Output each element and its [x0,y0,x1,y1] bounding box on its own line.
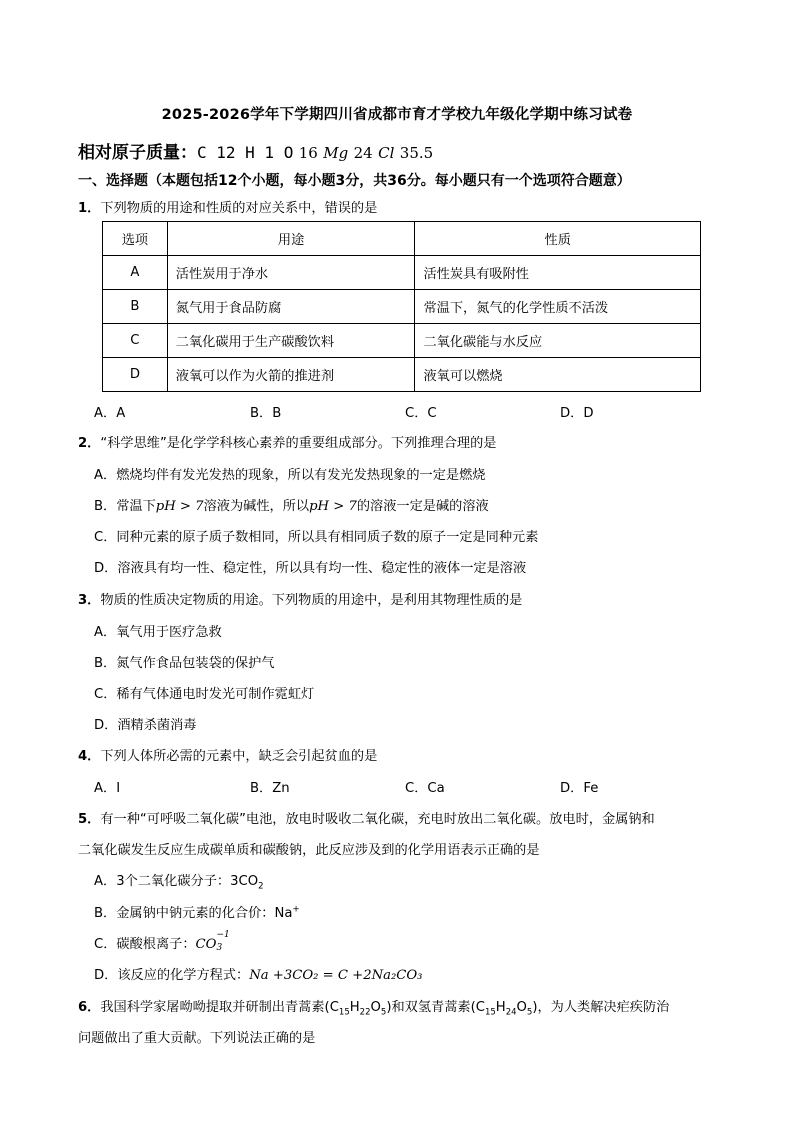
option-d: D．溶液具有均一性、稳定性，所以具有均一性、稳定性的液体一定是溶液 [94,561,527,576]
option-c: C．同种元素的原子质子数相同，所以具有相同质子数的原子一定是同种元素 [94,530,539,545]
table-cell: 液氧可以燃烧 [415,358,701,392]
table-cell: D [103,358,168,392]
option-c: C．稀有气体通电时发光可制作霓虹灯 [94,687,315,702]
option-a [94,870,264,892]
question-2 [78,432,496,451]
table-cell: 活性炭具有吸附性 [415,256,701,290]
option-text: D．该反应的化学方程式： [94,968,250,983]
atomic-mass-cl-value: 35.5 [399,144,434,162]
option-text: B．金属钠中钠元素的化合价：Na [94,906,293,921]
subscript: 3 [216,943,223,953]
stem-text: )和双氢青蒿素(C [386,1000,485,1015]
stem-text: )，为人类解决疟疾防治 [532,1000,670,1015]
option-c: C．Ca [405,781,445,796]
question-1 [78,197,377,216]
option-a: A．A [94,406,126,421]
option-a: A．燃烧均伴有发光发热的现象，所以有发光发热现象的一定是燃烧 [94,468,486,483]
table-cell: A [103,256,168,290]
atomic-mass-mg: Mg [323,144,349,162]
table-cell: 二氧化碳能与水反应 [415,324,701,358]
stem-text: H [495,1000,506,1015]
table-row [103,324,701,358]
option-a: A．I [94,781,121,796]
question-number: 2． [78,436,101,451]
table-cell: 二氧化碳用于生产碳酸饮料 [167,324,415,358]
superscript: −1 [216,930,230,940]
q1-table [102,221,701,392]
question-stem: 下列物质的用途和性质的对应关系中，错误的是 [100,201,378,216]
option-b: B．B [250,406,282,421]
atomic-mass-o: 16 [298,144,318,162]
question-6 [78,996,669,1018]
exam-title: 2025-2026学年下学期四川省成都市育才学校九年级化学期中练习试卷 [161,107,633,123]
chemical-equation: Na +3CO₂ = C +2Na₂CO₃ [249,968,423,983]
question-5 [78,808,655,827]
table-row [103,290,701,324]
stem-text: O [370,1000,381,1015]
option-text: 溶液为碱性，所以 [203,499,310,514]
table-cell: 液氧可以作为火箭的推进剂 [167,358,415,392]
superscript: + [292,904,300,915]
table-header-cell: 性质 [415,222,701,256]
subscript: 15 [484,1007,496,1018]
question-stem: 物质的性质决定物质的用途。下列物质的用途中，是利用其物理性质的是 [100,593,523,608]
atomic-mass-values: C 12 H 1 O [197,143,294,162]
option-text: B．常温下 [94,499,156,514]
table-header-cell: 选项 [103,222,168,256]
atomic-mass-label: 相对原子质量： [78,143,197,163]
question-5-continued: 二氧化碳发生反应生成碳单质和碳酸钠，此反应涉及到的化学用语表示正确的是 [78,843,540,858]
subscript: 2 [258,881,264,892]
option-text: A．3个二氧化碳分子：3CO [94,874,259,889]
option-text: 的溶液一定是碱的溶液 [356,499,489,514]
option-d: D．酒精杀菌消毒 [94,718,197,733]
question-number: 1． [78,201,101,216]
table-cell: B [103,290,168,324]
stem-text: O [516,1000,527,1015]
subscript: 15 [338,1007,350,1018]
table-cell: C [103,324,168,358]
question-6-continued: 问题做出了重大贡献。下列说法正确的是 [78,1031,316,1046]
question-3 [78,589,522,608]
math-expression: CO [195,937,217,952]
math-sub-sup [216,930,232,953]
option-d [94,964,422,983]
option-b [94,495,489,514]
question-4 [78,745,377,764]
question-stem: 下列人体所必需的元素中，缺乏会引起贫血的是 [100,749,378,764]
stem-text: H [349,1000,360,1015]
stem-text: 我国科学家屠呦呦提取并研制出青蒿素(C [100,1000,339,1015]
option-b [94,902,300,921]
math-expression: pH > 7 [309,499,357,514]
math-expression: pH > 7 [155,499,204,514]
option-a: A．氧气用于医疗急救 [94,625,222,640]
option-c: C．C [405,406,437,421]
atomic-mass-mg-value: 24 [353,144,373,162]
option-b: B．Zn [250,781,290,796]
option-d: D．Fe [560,781,599,796]
table-header-cell: 用途 [167,222,415,256]
table-header-row [103,222,701,256]
question-stem [100,1000,670,1018]
section-heading: 一、选择题（本题包括12个小题，每小题3分，共36分。每小题只有一个选项符合题意） [78,173,631,189]
option-c [94,930,232,953]
option-d: D．D [560,406,594,421]
option-b: B．氮气作食品包装袋的保护气 [94,656,275,671]
table-row [103,358,701,392]
subscript: 22 [359,1007,371,1018]
table-cell: 氮气用于食品防腐 [167,290,415,324]
table-cell: 活性炭用于净水 [167,256,415,290]
question-number: 4． [78,749,101,764]
question-number: 3． [78,593,101,608]
option-text: C．碳酸根离子： [94,937,196,952]
table-cell: 常温下，氮气的化学性质不活泼 [415,290,701,324]
subscript: 24 [505,1007,517,1018]
question-stem: 有一种“可呼吸二氧化碳”电池，放电时吸收二氧化碳，充电时放出二氧化碳。放电时，金属钠和 [100,812,655,827]
subscript: 5 [526,1007,533,1018]
atomic-mass-line [78,138,433,163]
question-number: 5． [78,812,101,827]
subscript: 5 [380,1007,387,1018]
atomic-mass-cl: Cl [378,144,395,162]
question-number: 6． [78,1000,101,1015]
table-row [103,256,701,290]
question-stem: “科学思维”是化学学科核心素养的重要组成部分。下列推理合理的是 [100,436,497,451]
